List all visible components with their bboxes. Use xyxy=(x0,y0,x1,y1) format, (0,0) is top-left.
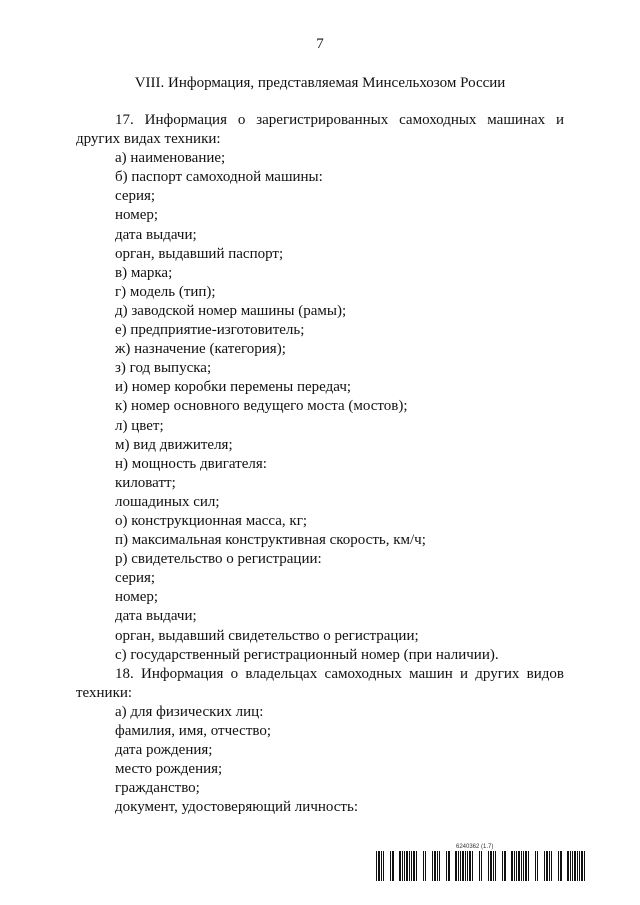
list-item: з) год выпуска; xyxy=(115,360,212,377)
list-item: орган, выдавший свидетельство о регистрации; xyxy=(115,627,419,644)
paragraph-18: 18. Информация о владельцах самоходных машин и других видов техники: xyxy=(76,665,564,701)
list-item: р) свидетельство о регистрации: xyxy=(115,551,322,568)
list-item: и) номер коробки перемены передач; xyxy=(115,379,352,396)
list-item: п) максимальная конструктивная скорость, км/ч; xyxy=(115,532,426,549)
list-item: фамилия, имя, отчество; xyxy=(115,723,272,739)
list-item: а) для физических лиц: xyxy=(115,703,264,720)
document-code: 6240362 (1.7) xyxy=(456,844,494,850)
list-item: номер; xyxy=(115,589,159,606)
list-item: ж) назначение (категория); xyxy=(115,341,286,358)
list-item: д) заводской номер машины (рамы); xyxy=(115,302,347,319)
list-item: место рождения; xyxy=(115,761,223,778)
list-item: киловатт; xyxy=(115,474,176,491)
paragraph-18-list xyxy=(76,703,564,818)
list-item: н) мощность двигателя: xyxy=(115,455,267,472)
list-item: орган, выдавший паспорт; xyxy=(115,245,284,262)
list-item: дата рождения; xyxy=(115,742,213,759)
list-item: гражданство; xyxy=(115,780,200,797)
barcode xyxy=(376,851,590,881)
list-item: серия; xyxy=(115,188,156,205)
list-item: с) государственный регистрационный номер (при наличии). xyxy=(115,646,499,663)
section-title: VIII. Информация, представляемая Минсельхозом России xyxy=(134,75,506,91)
list-item: серия; xyxy=(115,570,156,587)
list-item: л) цвет; xyxy=(115,417,164,434)
list-item: о) конструкционная масса, кг; xyxy=(115,512,308,529)
document-body xyxy=(76,111,564,817)
list-item: дата выдачи; xyxy=(115,226,197,243)
list-item: а) наименование; xyxy=(115,150,226,167)
list-item: б) паспорт самоходной машины: xyxy=(115,169,323,186)
list-item: дата выдачи; xyxy=(115,608,197,625)
list-item: г) модель (тип); xyxy=(115,283,216,300)
list-item: в) марка; xyxy=(115,264,173,281)
paragraph-17-list xyxy=(76,149,564,665)
list-item: м) вид движителя; xyxy=(115,436,233,453)
paragraph-17: 17. Информация о зарегистрированных самоходных машинах и других видах техники: xyxy=(76,112,564,148)
page-number: 7 xyxy=(316,36,324,52)
list-item: к) номер основного ведущего моста (мостов); xyxy=(115,398,408,415)
list-item: номер; xyxy=(115,207,159,224)
list-item: е) предприятие-изготовитель; xyxy=(115,322,305,339)
list-item: лошадиных сил; xyxy=(115,493,220,510)
list-item: документ, удостоверяющий личность: xyxy=(115,799,358,816)
